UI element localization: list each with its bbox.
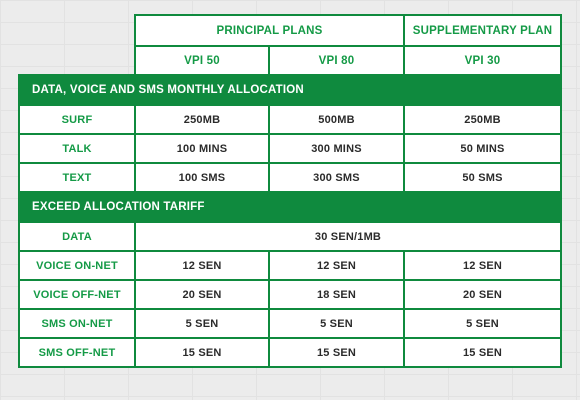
tariff-section-title: EXCEED ALLOCATION TARIFF <box>19 192 561 222</box>
table-row <box>19 134 561 163</box>
table-row <box>19 222 561 251</box>
row-label-sms-on-net: SMS ON-NET <box>19 309 135 338</box>
table-cell: 12 SEN <box>135 251 269 280</box>
table-cell: 300 MINS <box>269 134 404 163</box>
table-cell: 15 SEN <box>404 338 561 367</box>
tariff-section-row <box>19 192 561 222</box>
supplementary-plan-header: SUPPLEMENTARY PLAN <box>404 15 561 46</box>
row-label-sms-off-net: SMS OFF-NET <box>19 338 135 367</box>
table-row <box>19 251 561 280</box>
allocation-section-title: DATA, VOICE AND SMS MONTHLY ALLOCATION <box>19 75 561 105</box>
plan-header-vpi-30: VPI 30 <box>404 46 561 75</box>
table-cell: 5 SEN <box>135 309 269 338</box>
table-row <box>19 309 561 338</box>
plan-comparison-table-wrapper <box>18 14 560 368</box>
table-cell: 50 MINS <box>404 134 561 163</box>
row-label-voice-off-net: VOICE OFF-NET <box>19 280 135 309</box>
table-cell: 20 SEN <box>135 280 269 309</box>
table-cell: 250MB <box>135 105 269 134</box>
table-cell: 50 SMS <box>404 163 561 192</box>
row-label-voice-on-net: VOICE ON-NET <box>19 251 135 280</box>
table-cell: 500MB <box>269 105 404 134</box>
row-label-text: TEXT <box>19 163 135 192</box>
plan-comparison-table <box>18 14 562 368</box>
table-cell: 300 SMS <box>269 163 404 192</box>
table-row <box>19 280 561 309</box>
plan-header-vpi-80: VPI 80 <box>269 46 404 75</box>
header-row-groups <box>19 15 561 46</box>
table-cell: 15 SEN <box>269 338 404 367</box>
allocation-section-row <box>19 75 561 105</box>
row-label-surf: SURF <box>19 105 135 134</box>
principal-plans-header: PRINCIPAL PLANS <box>135 15 404 46</box>
table-cell: 100 MINS <box>135 134 269 163</box>
table-cell: 5 SEN <box>269 309 404 338</box>
row-label-talk: TALK <box>19 134 135 163</box>
table-cell: 12 SEN <box>404 251 561 280</box>
table-row <box>19 338 561 367</box>
table-cell: 250MB <box>404 105 561 134</box>
table-cell: 20 SEN <box>404 280 561 309</box>
table-cell: 12 SEN <box>269 251 404 280</box>
table-row <box>19 105 561 134</box>
corner-blank-cell <box>19 15 135 75</box>
table-cell: 100 SMS <box>135 163 269 192</box>
table-cell: 5 SEN <box>404 309 561 338</box>
table-row <box>19 163 561 192</box>
plan-header-vpi-50: VPI 50 <box>135 46 269 75</box>
data-tariff-cell: 30 SEN/1MB <box>135 222 561 251</box>
table-cell: 15 SEN <box>135 338 269 367</box>
row-label-data: DATA <box>19 222 135 251</box>
table-cell: 18 SEN <box>269 280 404 309</box>
